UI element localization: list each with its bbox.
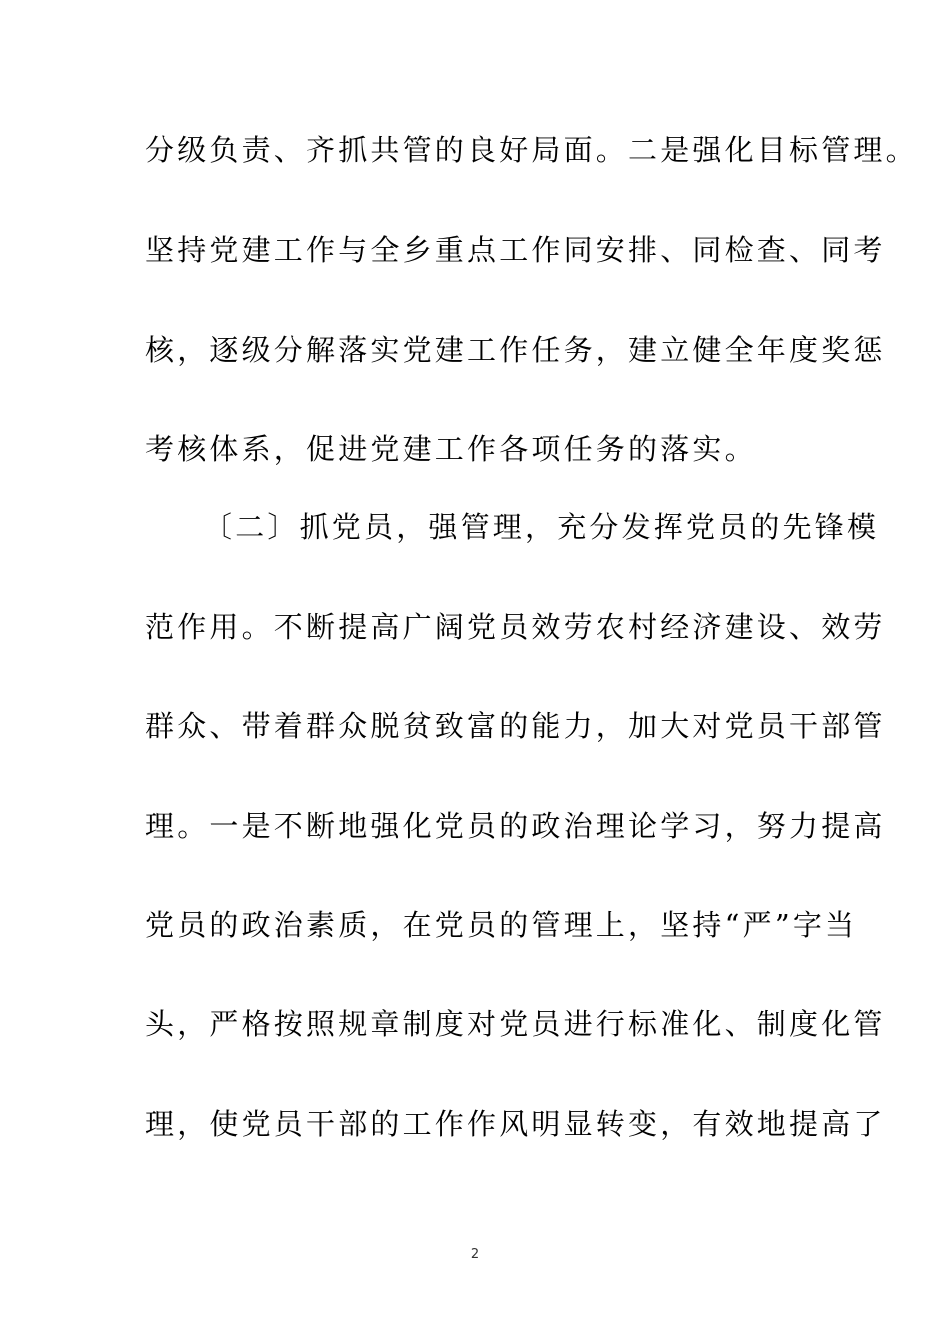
page-number: 2: [470, 1247, 480, 1262]
body-text-line: 群众、带着群众脱贫致富的能力，加大对党员干部管: [145, 709, 886, 743]
body-text-line: 理。一是不断地强化党员的政治理论学习，努力提高: [145, 809, 886, 843]
body-text-line: 坚持党建工作与全乡重点工作同安排、同检查、同考: [145, 233, 886, 267]
body-text-line: 范作用。不断提高广阔党员效劳农村经济建设、效劳: [145, 610, 886, 644]
body-text-line: 党员的政治素质，在党员的管理上，坚持“严”字当: [145, 908, 858, 942]
body-text-line: 分级负责、齐抓共管的良好局面。二是强化目标管理。: [145, 133, 918, 167]
body-text-line: 理，使党员干部的工作作风明显转变，有效地提高了: [145, 1107, 886, 1141]
body-text-line: 头，严格按照规章制度对党员进行标准化、制度化管: [145, 1007, 886, 1041]
body-text-line: 核，逐级分解落实党建工作任务，建立健全年度奖惩: [145, 333, 886, 367]
section-heading-line: 〔二〕抓党员，强管理，充分发挥党员的先锋模: [203, 510, 880, 544]
body-text-line: 考核体系，促进党建工作各项任务的落实。: [145, 432, 757, 466]
